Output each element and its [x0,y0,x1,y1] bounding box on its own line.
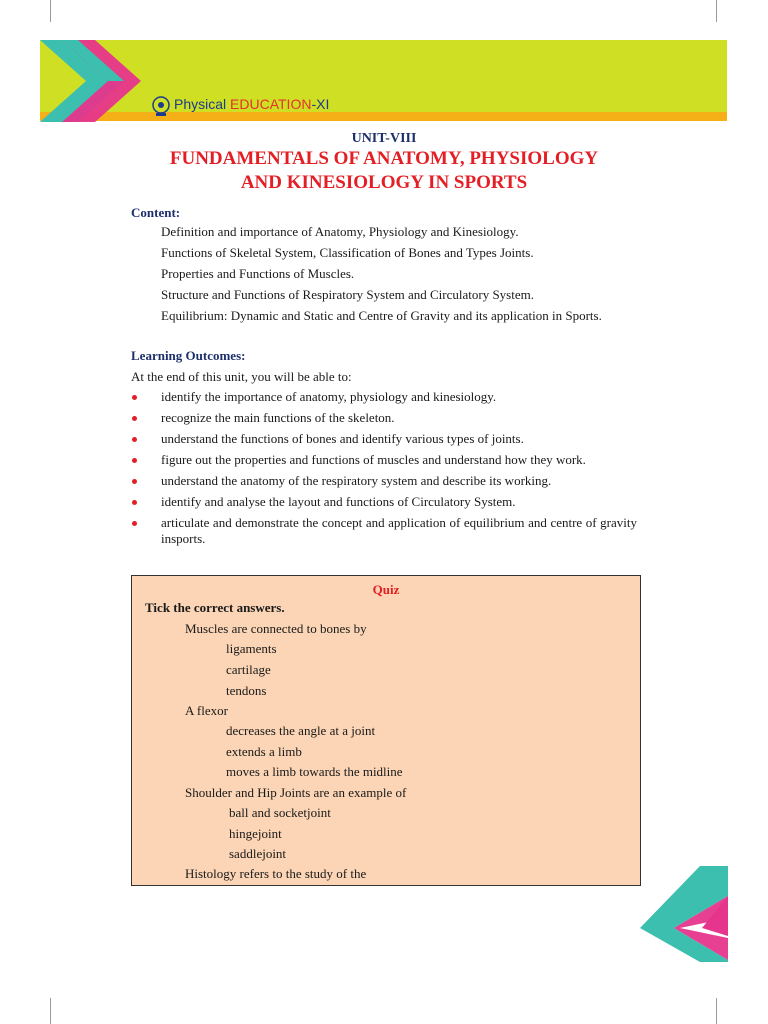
learning-outcomes-heading: Learning Outcomes: [131,348,246,363]
quiz-question: Shoulder and Hip Joints are an example of [185,785,407,800]
list-item [131,410,637,426]
quiz-instruction: Tick the correct answers. [145,600,285,615]
list-item [131,515,637,547]
bullet-icon [132,458,137,463]
learning-outcomes-list [131,389,637,552]
bullet-icon [132,395,137,400]
list-item-text: identify and analyse the layout and functions of Circulatory System. [161,494,516,509]
content-item: Structure and Functions of Respiratory System and Circulatory System. [161,287,534,302]
header-chevron-icon [40,40,150,122]
quiz-question: Muscles are connected to bones by [185,621,367,636]
bullet-icon [132,416,137,421]
list-item-text: recognize the main functions of the skeleton. [161,410,395,425]
list-item-text: understand the anatomy of the respiratory system and describe its working. [161,473,552,488]
list-item-text: figure out the properties and functions of muscles and understand how they work. [161,452,586,467]
learning-outcomes-intro: At the end of this unit, you will be able to: [131,369,352,384]
crop-mark-top-left [50,0,51,22]
list-item [131,452,637,468]
crop-mark-top-right [716,0,717,22]
quiz-option[interactable]: ball and socketjoint [229,805,331,820]
quiz-option[interactable]: decreases the angle at a joint [226,723,376,738]
book-brand [174,96,329,112]
list-item [131,389,637,405]
content-item: Definition and importance of Anatomy, Physiology and Kinesiology. [161,224,519,239]
content-heading: Content: [131,205,181,220]
bullet-icon [132,479,137,484]
quiz-option[interactable]: moves a limb towards the midline [226,764,403,779]
list-item [131,473,637,489]
quiz-option[interactable]: extends a limb [226,744,302,759]
brand-suffix: -XI [311,96,330,112]
content-item: Properties and Functions of Muscles. [161,266,355,281]
list-item [131,431,637,447]
title-line-1: FUNDAMENTALS OF ANATOMY, PHYSIOLOGY [169,148,599,169]
title-line-2: AND KINESIOLOGY IN SPORTS [240,172,528,193]
footer-chevron-icon [640,866,730,962]
quiz-option[interactable]: tendons [226,683,267,698]
list-item [131,494,637,510]
bullet-icon [132,437,137,442]
crop-mark-bottom-left [50,998,51,1024]
brand-highlight: EDUCATION [230,96,312,112]
crop-mark-bottom-right [716,998,717,1024]
bullet-icon [132,521,137,526]
quiz-option[interactable]: ligaments [226,641,277,656]
quiz-option[interactable]: saddlejoint [229,846,287,861]
unit-label: UNIT-VIII [351,131,417,146]
quiz-title: Quiz [372,582,400,597]
brand-prefix: Physical [174,96,231,112]
quiz-option[interactable]: cartilage [226,662,271,677]
bullet-icon [132,500,137,505]
content-item: Functions of Skeletal System, Classification of Bones and Types Joints. [161,245,534,260]
content-list [161,224,637,329]
list-item-text: articulate and demonstrate the concept and application of equilibrium and centre of gravity insports. [161,515,637,546]
quiz-question: A flexor [185,703,228,718]
list-item-text: identify the importance of anatomy, physiology and kinesiology. [161,389,497,404]
quiz-question: Histology refers to the study of the [185,866,367,881]
quiz-option[interactable]: hingejoint [229,826,282,841]
content-item: Equilibrium: Dynamic and Static and Centre of Gravity and its application in Sports. [161,308,602,323]
emblem-icon [152,95,170,117]
page-title [0,147,768,195]
quiz-box [131,575,641,886]
list-item-text: understand the functions of bones and identify various types of joints. [161,431,524,446]
